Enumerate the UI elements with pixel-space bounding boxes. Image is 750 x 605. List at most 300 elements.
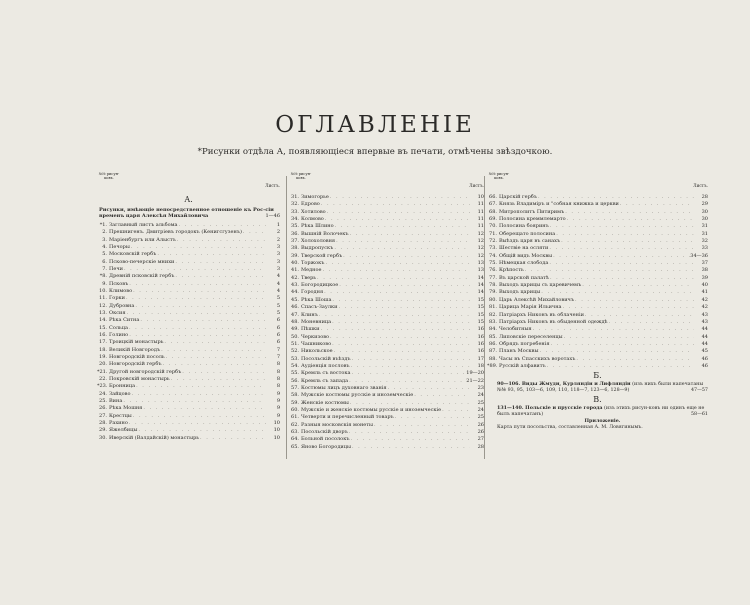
leader-dots (174, 273, 266, 280)
toc-entry (487, 253, 708, 260)
entry-title: Выдропускъ (301, 245, 334, 252)
entry-page: 25 (477, 399, 484, 406)
entry-page: 38 (701, 267, 708, 274)
entry-number: 79. (489, 289, 497, 296)
entry-number: 38. (291, 245, 299, 252)
entry-number: 49. (291, 326, 299, 333)
entry-title: Городня (301, 289, 324, 296)
column-header (97, 170, 280, 194)
entry-page: 9 (276, 405, 280, 412)
page-header: Листъ. (469, 183, 484, 188)
entry-number: 16. (99, 331, 107, 338)
entry-title: Патріархъ Никонъ въ облаченіи (499, 311, 584, 318)
leader-dots (548, 245, 694, 252)
toc-entry (97, 288, 280, 295)
entry-title: Московскій гербъ (109, 251, 157, 258)
entry-number: 41. (291, 267, 299, 274)
entry-number: 48. (291, 318, 299, 325)
column-header (487, 170, 708, 194)
entry-page: 2 (276, 236, 280, 243)
entry-number: 42. (291, 274, 299, 281)
toc-entry (97, 273, 280, 280)
leader-dots (316, 275, 470, 282)
entry-page: 2 (276, 229, 280, 236)
leader-dots (349, 231, 470, 238)
note-text: (изъ этихъ рисун-ковъ ни одинъ еще не былъ напечатанъ) (497, 406, 705, 418)
toc-entry (487, 289, 708, 296)
leader-dots (178, 222, 266, 229)
entry-number: 84. (489, 326, 497, 333)
entry-title: Князь Владиміръ и "собная книжка и церкви (499, 201, 619, 208)
leader-dots (199, 435, 266, 442)
entry-number: 46. (291, 304, 299, 311)
toc-entry (289, 238, 484, 245)
entry-page: 11 (477, 208, 484, 215)
entry-title: Троицкій монастырь (109, 339, 164, 346)
leader-dots (174, 259, 266, 266)
entry-page: 18 (477, 362, 484, 369)
entry-title: Зайцово (109, 390, 131, 397)
entry-number: 68. (489, 208, 497, 215)
toc-entry (97, 332, 280, 339)
leader-dots (122, 398, 266, 405)
entry-page: 15 (477, 304, 484, 311)
entry-number: 86. (489, 340, 497, 347)
entry-number: 88. (489, 355, 497, 362)
entry-list (97, 222, 280, 442)
entry-title: Горки (109, 295, 125, 302)
entry-page: 45 (701, 348, 708, 355)
entry-title: Черкизово (301, 333, 330, 340)
entry-page: 16 (477, 333, 484, 340)
entry-page: 9 (276, 398, 280, 405)
entry-title: Великій Новгородъ (109, 346, 161, 353)
entry-title: Костюмы лицъ духовнаго званія (301, 384, 387, 391)
toc-entry (97, 317, 280, 324)
leader-dots (333, 348, 470, 355)
entry-number: 20. (99, 361, 107, 368)
entry-title: Шествіе на осляти (499, 245, 549, 252)
toc-entry (289, 319, 484, 326)
entry-title: Тверь (301, 274, 317, 281)
entry-title: Митрополитъ Питиримъ (499, 208, 565, 215)
entry-page: 42 (701, 304, 708, 311)
leader-dots (351, 370, 467, 377)
entry-number: 31. (291, 194, 299, 200)
entry-number: 18. (99, 346, 107, 353)
section-letter: А. (184, 195, 193, 204)
toc-entry (289, 201, 484, 208)
entry-number: 7. (102, 265, 107, 272)
toc-entry (487, 267, 708, 274)
leader-dots (338, 282, 470, 289)
entry-number: 73. (489, 245, 497, 252)
entry-title: Холохоловня (301, 238, 336, 245)
entry-title: Кремль съ запада (301, 377, 349, 384)
note-title: 131—140. Польскіе и прусскіе города (497, 405, 603, 412)
entry-number: 51. (291, 340, 299, 347)
toc-column-b (289, 170, 484, 460)
entry-title: Обрядъ погребенія (499, 340, 550, 347)
toc-entry (487, 348, 708, 355)
leader-dots (348, 429, 470, 436)
toc-entry (97, 339, 280, 346)
entry-page: 7 (276, 346, 280, 353)
entry-title: Крѣпость (499, 267, 524, 274)
toc-entry (487, 209, 708, 216)
entry-number: 72. (489, 238, 497, 245)
entry-page: 10 (273, 434, 280, 441)
entry-title: Медное (301, 267, 322, 274)
entry-number: 36. (291, 230, 299, 237)
toc-entry (97, 369, 280, 376)
entry-page: 17 (477, 355, 484, 362)
toc-entry (487, 326, 708, 333)
note-pages: 47—57 (690, 388, 708, 394)
entry-number: 35. (291, 223, 299, 230)
entry-number: 55. (291, 370, 299, 377)
column-divider (286, 176, 287, 459)
entry-page: 9 (276, 390, 280, 397)
leader-dots (176, 237, 266, 244)
page-title: ОГЛАВЛЕНІЕ (275, 112, 475, 138)
entry-title: Оксия (109, 309, 126, 316)
toc-entry (289, 334, 484, 341)
entry-title: Никольское (301, 348, 333, 355)
entry-page: 3 (276, 243, 280, 250)
leader-dots (538, 348, 694, 355)
entry-page: 1 (276, 221, 280, 228)
entry-title: Рахино (109, 420, 128, 427)
entry-page: 16 (477, 326, 484, 333)
toc-entry (487, 304, 708, 311)
toc-entry (97, 391, 280, 398)
entry-title: Пѣшки (301, 326, 320, 333)
entry-page: 5 (276, 309, 280, 316)
leader-dots (584, 312, 694, 319)
entry-number: 3. (102, 236, 107, 243)
entry-number: 45. (291, 296, 299, 303)
entry-number: 40. (291, 260, 299, 267)
section-letter: Б. (593, 371, 602, 381)
leader-dots (323, 289, 470, 296)
leader-dots (170, 376, 266, 383)
appendix-heading: Приложеніе. (584, 418, 621, 425)
toc-entry (487, 356, 708, 363)
entry-number: 30. (99, 434, 107, 441)
leader-dots (549, 275, 694, 282)
toc-entry (289, 304, 484, 311)
leader-dots (329, 334, 470, 341)
toc-entry (289, 400, 484, 407)
toc-entry (289, 378, 484, 385)
toc-entry (97, 259, 280, 266)
entry-page: 30 (701, 208, 708, 215)
entry-title: Выходъ царицы съ царевичемъ (499, 282, 582, 289)
leader-dots (128, 281, 266, 288)
leader-dots (546, 363, 694, 370)
toc-entry (97, 347, 280, 354)
leader-dots (163, 339, 266, 346)
entry-number: 59. (291, 399, 299, 406)
entry-page: 7 (276, 354, 280, 360)
leader-dots (329, 194, 470, 201)
entry-title: Выходъ царицы (499, 289, 541, 296)
entry-title: Царскій гербъ (499, 194, 537, 200)
toc-entry (289, 348, 484, 355)
entry-title: Крестцы (109, 412, 132, 419)
entry-page: 19—20 (466, 370, 484, 377)
entry-title: Царица Марія Ильична (499, 304, 562, 311)
leader-dots (581, 282, 694, 289)
entry-number: 63. (291, 429, 299, 435)
entry-title: Русскій алфавитъ (499, 362, 546, 369)
toc-entry (289, 275, 484, 282)
leader-dots (319, 326, 470, 333)
entry-page: 3 (276, 251, 280, 258)
entry-number: 57. (291, 384, 299, 391)
toc-entry (487, 245, 708, 252)
entry-title: Выѣздъ царя въ санахъ (499, 238, 561, 245)
entry-title: Посольскій дворъ (301, 429, 348, 435)
toc-entry (487, 238, 708, 245)
entry-number: 5. (102, 251, 107, 258)
entry-title: Патріархъ Никонъ въ обыденной одеждѣ (499, 318, 608, 325)
toc-column-a (97, 170, 280, 460)
entry-page: 4 (276, 273, 280, 280)
entry-title: Иверскій (Валдайскій) монастырь (109, 434, 200, 441)
entry-number: 15. (99, 324, 107, 331)
entry-title: Мужскіе костюмы русскіе и иноземческіе (301, 392, 414, 399)
leader-dots (331, 297, 470, 304)
entry-title: Липовскіе переселенцы (499, 333, 563, 340)
leader-dots (324, 216, 470, 223)
leader-dots (324, 260, 470, 267)
leader-dots (337, 304, 470, 311)
entry-page: 12 (477, 252, 484, 259)
entry-title: Яново Богородицы (301, 443, 351, 450)
entry-list (289, 194, 484, 451)
entry-page: 15 (477, 311, 484, 318)
entry-page: 8 (276, 361, 280, 368)
entry-page: 44 (701, 333, 708, 340)
entry-title: Псково-печерскіе мниxи (109, 258, 175, 265)
toc-entry (97, 435, 280, 442)
toc-entry (289, 282, 484, 289)
toc-entry (487, 201, 708, 208)
toc-entry (487, 363, 708, 370)
entry-number: 2. (102, 229, 107, 236)
leader-dots (128, 332, 266, 339)
section-b-note (487, 381, 708, 394)
entry-page: 33 (701, 245, 708, 252)
toc-entry (487, 231, 708, 238)
toc-entry (289, 370, 484, 377)
entry-number: 28. (99, 420, 107, 427)
entry-number: 52. (291, 348, 299, 355)
toc-entry (289, 289, 484, 296)
entry-title: Рѣка Мошня (109, 405, 143, 412)
entry-title: Моневница (301, 318, 332, 325)
number-header: №№ рисун-ковъ. (488, 172, 510, 181)
leader-dots (350, 363, 470, 370)
entry-page: 25 (477, 414, 484, 421)
section-heading-text: Рисунки, имѣющіе непосредственное отношеніе къ Рос-сіи временъ царя Алексѣя Михайловича (99, 207, 274, 220)
entry-title: Печи (109, 265, 123, 272)
number-header: №№ рисун-ковъ. (98, 172, 120, 181)
leader-dots (181, 369, 266, 376)
entry-page: 6 (276, 339, 280, 346)
toc-entry (289, 429, 484, 436)
entry-number: *8. (99, 273, 107, 280)
toc-entry (289, 422, 484, 429)
entry-number: 50. (291, 333, 299, 340)
leader-dots (318, 312, 470, 319)
entry-number: *23. (97, 383, 108, 390)
toc-entry (487, 223, 708, 230)
entry-page: 27 (477, 436, 484, 443)
entry-page: 16 (477, 340, 484, 347)
entry-page: 14 (477, 282, 484, 289)
entry-page: 26 (477, 429, 484, 435)
entry-number: 77. (489, 274, 497, 281)
entry-page: 3 (276, 265, 280, 272)
entry-number: 32. (291, 201, 299, 208)
toc-entry (97, 251, 280, 258)
section-v-note (487, 405, 708, 418)
entry-page: 8 (276, 383, 280, 390)
toc-entry (289, 223, 484, 230)
entry-page: 24 (477, 392, 484, 399)
entry-number: 9. (102, 280, 107, 287)
entry-number: 43. (291, 282, 299, 289)
entry-page: 10 (273, 420, 280, 427)
entry-page: 5 (276, 295, 280, 302)
leader-dots (441, 407, 470, 414)
entry-title: Хотилово (301, 208, 326, 215)
entry-number: 26. (99, 405, 107, 412)
leader-dots (387, 385, 470, 392)
entry-title: Сольца (109, 324, 128, 331)
toc-entry (289, 356, 484, 363)
toc-entry (487, 319, 708, 326)
entry-number: 14. (99, 317, 107, 324)
entry-title: Вышній Волочекъ (301, 230, 349, 237)
entry-number: *21. (97, 368, 108, 375)
entry-number: 19. (99, 354, 107, 360)
toc-entry (97, 354, 280, 361)
toc-entry (289, 444, 484, 451)
toc-entry (487, 312, 708, 319)
leader-dots (524, 267, 694, 274)
leader-dots (326, 209, 470, 216)
leader-dots (142, 405, 266, 412)
toc-entry (97, 405, 280, 412)
entry-number: 75. (489, 260, 497, 267)
toc-entry (97, 281, 280, 288)
leader-dots (123, 266, 266, 273)
entry-title: Нѣмецкая слобода (499, 260, 549, 267)
entry-number: 39. (291, 252, 299, 259)
leader-dots (128, 325, 266, 332)
entry-number: 13. (99, 309, 107, 316)
entry-number: 85. (489, 333, 497, 340)
entry-title: Полосина креммлемарто (499, 216, 566, 223)
entry-page: 5 (276, 302, 280, 309)
entry-number: 82. (489, 311, 497, 318)
entry-page: 40 (701, 282, 708, 289)
leader-dots (413, 392, 470, 399)
entry-page: 21—22 (466, 377, 484, 384)
entry-page: 10 (477, 194, 484, 200)
leader-dots (160, 347, 266, 354)
entry-number: 83. (489, 318, 497, 325)
entry-title: Дубровна (109, 302, 135, 309)
leader-dots (564, 209, 694, 216)
entry-number: 71. (489, 230, 497, 237)
appendix-text: Карта пути посольства, составленная А. М. Ловягинымъ. (497, 425, 643, 431)
entry-number: 47. (291, 311, 299, 318)
leader-dots (242, 229, 266, 236)
toc-entry (97, 325, 280, 332)
toc-entry (97, 222, 280, 229)
column-header (289, 170, 484, 194)
entry-number: 66. (489, 194, 497, 200)
entry-title: Челобитныя (499, 326, 532, 333)
entry-page: 6 (276, 317, 280, 324)
leader-dots (132, 288, 266, 295)
entry-page: 12 (477, 238, 484, 245)
leader-dots (608, 319, 694, 326)
entry-page: 10 (273, 427, 280, 434)
entry-title: Разныя московскія монеты (301, 421, 373, 428)
toc-entry (97, 295, 280, 302)
entry-page: 46 (701, 355, 708, 362)
entry-page: 31 (701, 230, 708, 237)
entry-title: Часы въ Спасскихъ воротахъ (499, 355, 576, 362)
entry-number: 67. (489, 201, 497, 208)
leader-dots (134, 303, 266, 310)
entry-title: Климово (109, 287, 133, 294)
entry-page: 4 (276, 287, 280, 294)
toc-entry (97, 427, 280, 434)
entry-page: 44 (701, 340, 708, 347)
leader-dots (335, 238, 470, 245)
entry-number: 24. (99, 390, 107, 397)
entry-number: 10. (99, 287, 107, 294)
entry-title: Псковъ (109, 280, 129, 287)
entry-page: 8 (276, 368, 280, 375)
leader-dots (394, 414, 470, 421)
entry-page: 43 (701, 318, 708, 325)
page-header: Листъ. (693, 183, 708, 188)
entry-title: Заглавный листъ альбома (109, 221, 178, 228)
leader-dots (555, 231, 694, 238)
entry-number: 4. (102, 243, 107, 250)
toc-entry (289, 209, 484, 216)
entry-title: Рѣка Ситна (109, 317, 140, 324)
entry-number: 65. (291, 443, 299, 450)
leader-dots (562, 304, 694, 311)
entry-page: 13 (477, 267, 484, 274)
entry-title: Женскіе костюмы (301, 399, 349, 406)
toc-entry (97, 420, 280, 427)
entry-page: 15 (477, 318, 484, 325)
entry-page: 15 (477, 296, 484, 303)
entry-page: 31 (701, 223, 708, 230)
toc-entry (487, 341, 708, 348)
entry-title: Зимогорье (301, 194, 329, 200)
